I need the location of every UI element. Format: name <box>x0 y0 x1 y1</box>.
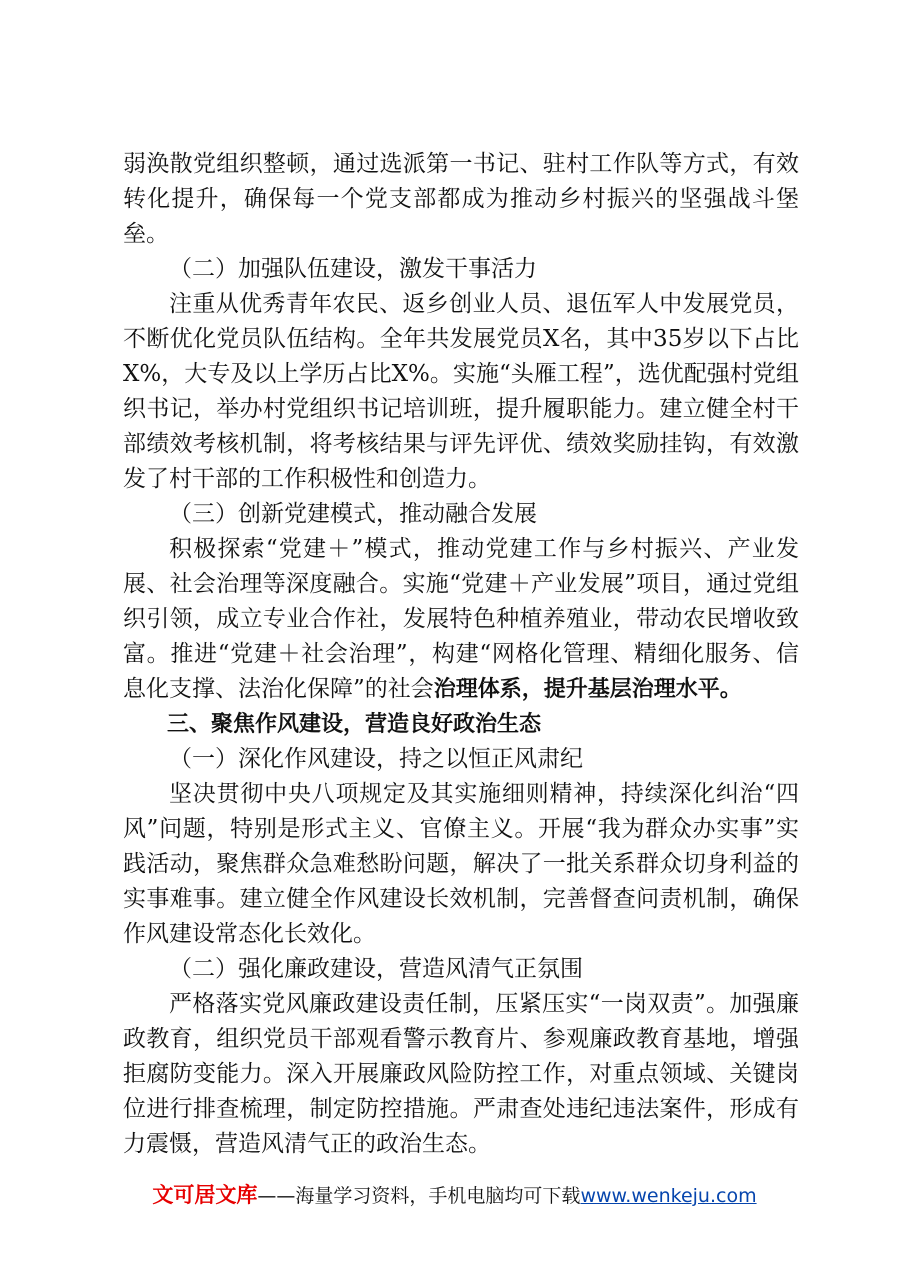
section3-subsection-body-2: 严格落实党风廉政建设责任制，压紧压实“一岗双责”。加强廉政教育，组织党员干部观看警示教育片、参观廉政教育基地，增强拒腐防变能力。深入开展廉政风险防控工作，对重点领域、关键岗位进行排查梳理，制定防控措施。严肃查处违纪违法案件，形成有力震慑，营造风清气正的政治生态。 <box>123 991 799 1157</box>
section-title-3: 三、聚焦作风建设，营造良好政治生态 <box>167 712 542 737</box>
subsection-body-3 <box>123 532 799 707</box>
subsection-title-2: （二）加强队伍建设，激发干事活力 <box>169 256 537 282</box>
footer-banner <box>0 1181 909 1210</box>
footer-website-link[interactable]: www.wenkeju.com <box>580 1185 757 1207</box>
intro-paragraph-continuation: 弱涣散党组织整顿，通过选派第一书记、驻村工作队等方式，有效转化提升，确保每一个党支部都成为推动乡村振兴的坚强战斗堡垒。 <box>123 151 799 247</box>
footer-tagline: ——海量学习资料，手机电脑均可下载 <box>257 1185 581 1207</box>
document-body <box>123 147 799 1162</box>
subsection-title-3: （三）创新党建模式，推动融合发展 <box>169 501 537 527</box>
section3-subsection-body-1: 坚决贯彻中央八项规定及其实施细则精神，持续深化纠治“四风”问题，特别是形式主义、官僚主义。开展“我为群众办实事”实践活动，聚焦群众急难愁盼问题，解决了一批关系群众切身利益的实事难事。建立健全作风建设长效机制，完善督查问责机制，确保作风建设常态化长效化。 <box>123 781 799 947</box>
subsection-body-2: 注重从优秀青年农民、返乡创业人员、退伍军人中发展党员，不断优化党员队伍结构。全年共发展党员X名，其中35岁以下占比X%，大专及以上学历占比X%。实施“头雁工程”，选优配强村党组织书记，举办村党组织书记培训班，提升履职能力。建立健全村干部绩效考核机制，将考核结果与评先评优、绩效奖励挂钩，有效激发了村干部的工作积极性和创造力。 <box>123 291 799 492</box>
section3-subsection-title-1: （一）深化作风建设，持之以恒正风肃纪 <box>169 746 583 772</box>
subsection-body-3-bold: 治理体系，提升基层治理水平。 <box>433 677 742 702</box>
footer-brand: 文可居文库 <box>152 1183 258 1207</box>
subsection-body-3-text: 积极探索“党建＋”模式，推动党建工作与乡村振兴、产业发展、社会治理等深度融合。实施“党建＋产业发展”项目，通过党组织引领，成立专业合作社，发展特色种植养殖业，带动农民增收致富。推进“党建＋社会治理”，构建“网格化管理、精细化服务、信息化支撑、法治化保障”的社会 <box>123 536 799 702</box>
section3-subsection-title-2: （二）强化廉政建设，营造风清气正氛围 <box>169 956 583 982</box>
